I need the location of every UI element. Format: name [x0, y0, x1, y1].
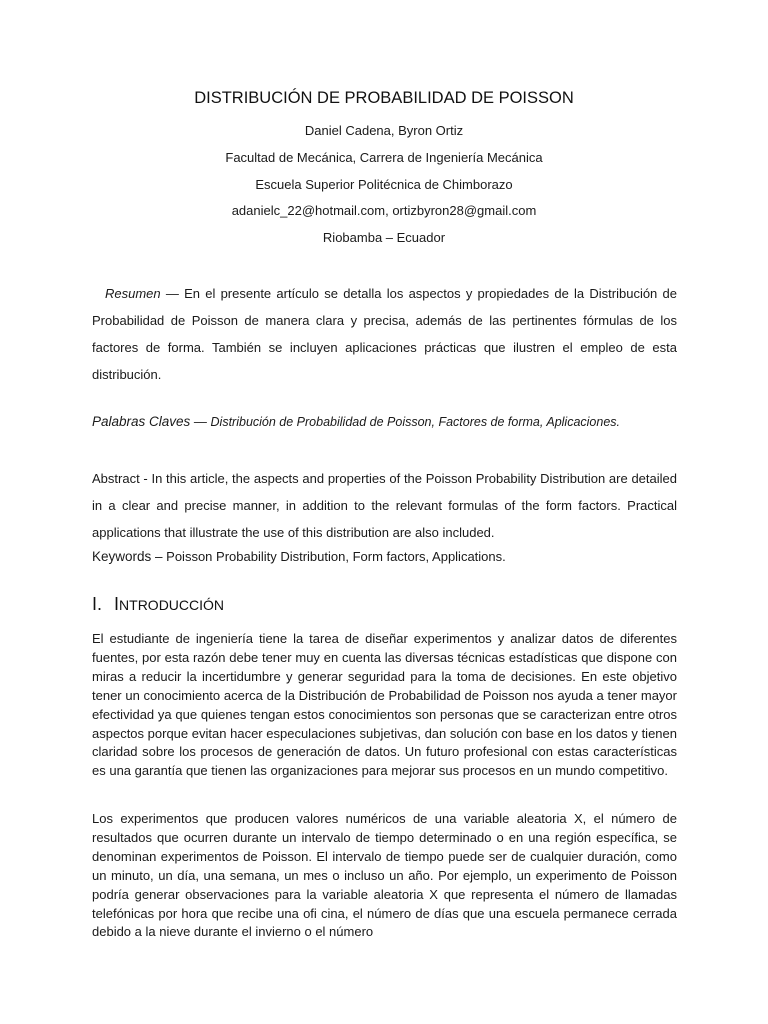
section-number: I. [92, 594, 103, 614]
abstract-english: Abstract - In this article, the aspects and properties of the Poisson Probability Distribution are detailed in a clear and precise manner, in addition to the relevant formulas of the form factors. Practical applications that illustrate the use of this distribution are also included. [92, 471, 677, 540]
section-title-initial: I [114, 594, 120, 614]
keywords-terms: Distribución de Probabilidad de Poisson, Factores de forma, Aplicaciones. [210, 415, 621, 429]
authors: Daniel Cadena, Byron Ortiz [304, 123, 464, 138]
abstract-separator: — [160, 286, 185, 301]
intro-paragraph-2: Los experimentos que producen valores numéricos de una variable aleatoria X, el número de resultados que ocurren durante un intervalo de tiempo determinado o en una región específica, se denominan experimentos de Poisson. El intervalo de tiempo puede ser de cualquier duración, como un minuto, un día, una semana, un mes o incluso un año. Por ejemplo, un experimento de Poisson podría generar observaciones para la variable aleatoria X que representa el número de llamadas telefónicas por hora que recibe una ofi cina, el número de días que una escuela permanece cerrada debido a la nieve durante el invierno o el número [92, 811, 677, 940]
paper-title: DISTRIBUCIÓN DE PROBABILIDAD DE POISSON [194, 89, 574, 107]
keywords-english [92, 549, 692, 564]
keywords-spanish [92, 414, 692, 429]
faculty: Facultad de Mecánica, Carrera de Ingeniería Mecánica [225, 150, 543, 165]
keywords-en-terms: Poisson Probability Distribution, Form factors, Applications. [162, 549, 506, 564]
section-title-rest: NTRODUCCIÓN [119, 597, 225, 613]
keywords-label: Palabras Claves [92, 414, 191, 429]
keywords-en-label: Keywords – [92, 549, 163, 564]
abstract-label: Resumen [105, 286, 161, 301]
section-heading-introduccion [92, 594, 224, 615]
abstract-text: En el presente artículo se detalla los aspectos y propiedades de la Distribución de Probabilidad de Poisson de manera clara y precisa, además de las pertinentes fórmulas de los factores de forma. También se incluyen aplicaciones prácticas que ilustren el empleo de esta distribución. [92, 286, 677, 382]
institution: Escuela Superior Politécnica de Chimborazo [255, 177, 513, 192]
location: Riobamba – Ecuador [322, 230, 446, 245]
keywords-separator: — [190, 414, 211, 429]
intro-paragraph-1: El estudiante de ingeniería tiene la tarea de diseñar experimentos y analizar datos de diferentes fuentes, por esta razón debe tener muy en cuenta las diversas técnicas estadísticas que dispone con miras a reducir la incertidumbre y generar seguridad para la toma de decisiones. En este objetivo tener un conocimiento acerca de la Distribución de Probabilidad de Poisson nos ayuda a tener mayor efectividad ya que quienes tengan estos conocimientos son personas que se caracterizan entre otros aspectos porque evitan hacer especulaciones subjetivas, dan solución con base en los datos y tienen claridad sobre los procesos de generación de datos. Un futuro profesional con estas características es una garantía que tienen las organizaciones para mejorar sus procesos en un mundo competitivo. [92, 631, 677, 779]
author-emails: adanielc_22@hotmail.com, ortizbyron28@gmail.com [231, 203, 537, 218]
abstract-spanish [92, 280, 677, 388]
